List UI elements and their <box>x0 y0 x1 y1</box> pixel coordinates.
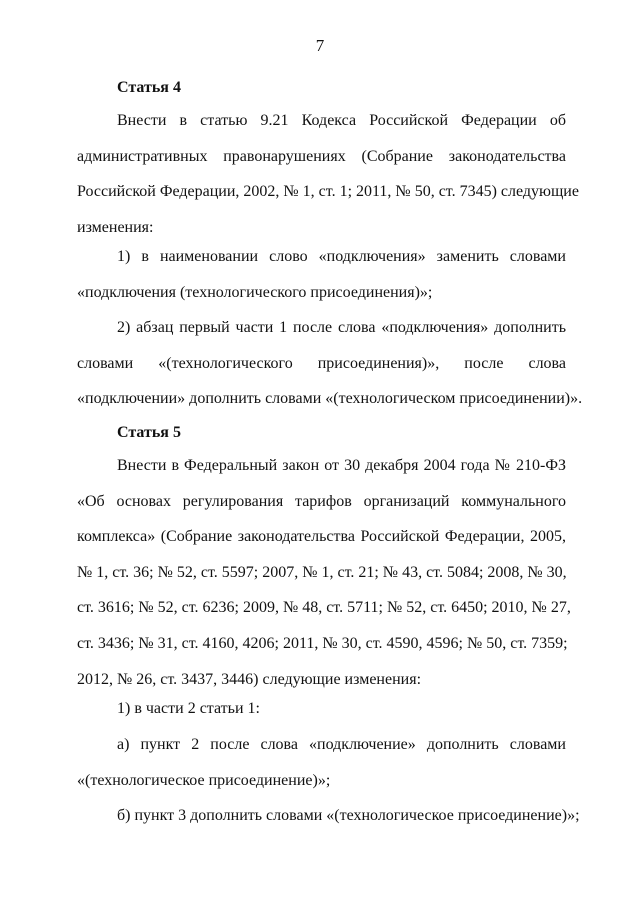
paragraph-line: Внести в статью 9.21 Кодекса Российской Федерации об <box>117 112 566 129</box>
article-4-paragraph-1 <box>77 103 579 245</box>
article-5-heading: Статья 5 <box>117 424 181 441</box>
paragraph-line: 1) в наименовании слово «подключения» заменить словами <box>117 248 566 265</box>
article-4-paragraph-2 <box>77 239 566 310</box>
paragraph-line: 2) абзац первый части 1 после слова «подключения» дополнить <box>117 319 566 336</box>
paragraph-line: Внести в Федеральный закон от 30 декабря 2004 года № 210-ФЗ <box>117 457 566 474</box>
paragraph-line: «Об основах регулирования тарифов организаций коммунального <box>77 492 566 510</box>
article-5-paragraph-3 <box>77 727 566 798</box>
paragraph-line: № 1, ст. 36; № 52, ст. 5597; 2007, № 1, ст. 21; № 43, ст. 5084; 2008, № 30, <box>77 563 567 581</box>
paragraph-line: 1) в части 2 статьи 1: <box>117 700 260 717</box>
article-5-paragraph-1 <box>77 448 571 697</box>
paragraph-line: изменения: <box>77 218 154 236</box>
article-5-paragraph-4 <box>77 798 580 834</box>
paragraph-line: комплекса» (Собрание законодательства Российской Федерации, 2005, <box>77 528 566 546</box>
article-4-heading: Статья 4 <box>117 79 181 96</box>
paragraph-line: а) пункт 2 после слова «подключение» дополнить словами <box>117 736 566 753</box>
paragraph-line: «(технологическое присоединение)»; <box>77 771 331 789</box>
page-number: 7 <box>315 36 325 55</box>
article-4-paragraph-3 <box>77 310 583 417</box>
paragraph-line: б) пункт 3 дополнить словами «(технологическое присоединение)»; <box>117 807 580 824</box>
paragraph-line: Российской Федерации, 2002, № 1, ст. 1; 2011, № 50, ст. 7345) следующие <box>77 183 579 201</box>
paragraph-line: «подключении» дополнить словами «(технологическом присоединении)». <box>77 390 583 408</box>
paragraph-line: словами «(технологического присоединения)», после слова <box>77 354 566 372</box>
paragraph-line: административных правонарушениях (Собрание законодательства <box>77 147 566 165</box>
article-5-paragraph-2 <box>77 691 566 727</box>
paragraph-line: ст. 3436; № 31, ст. 4160, 4206; 2011, № 30, ст. 4590, 4596; № 50, ст. 7359; <box>77 634 568 652</box>
paragraph-line: 2012, № 26, ст. 3437, 3446) следующие изменения: <box>77 670 422 688</box>
paragraph-line: ст. 3616; № 52, ст. 6236; 2009, № 48, ст. 5711; № 52, ст. 6450; 2010, № 27, <box>77 599 571 617</box>
paragraph-line: «подключения (технологического присоединения)»; <box>77 283 433 301</box>
